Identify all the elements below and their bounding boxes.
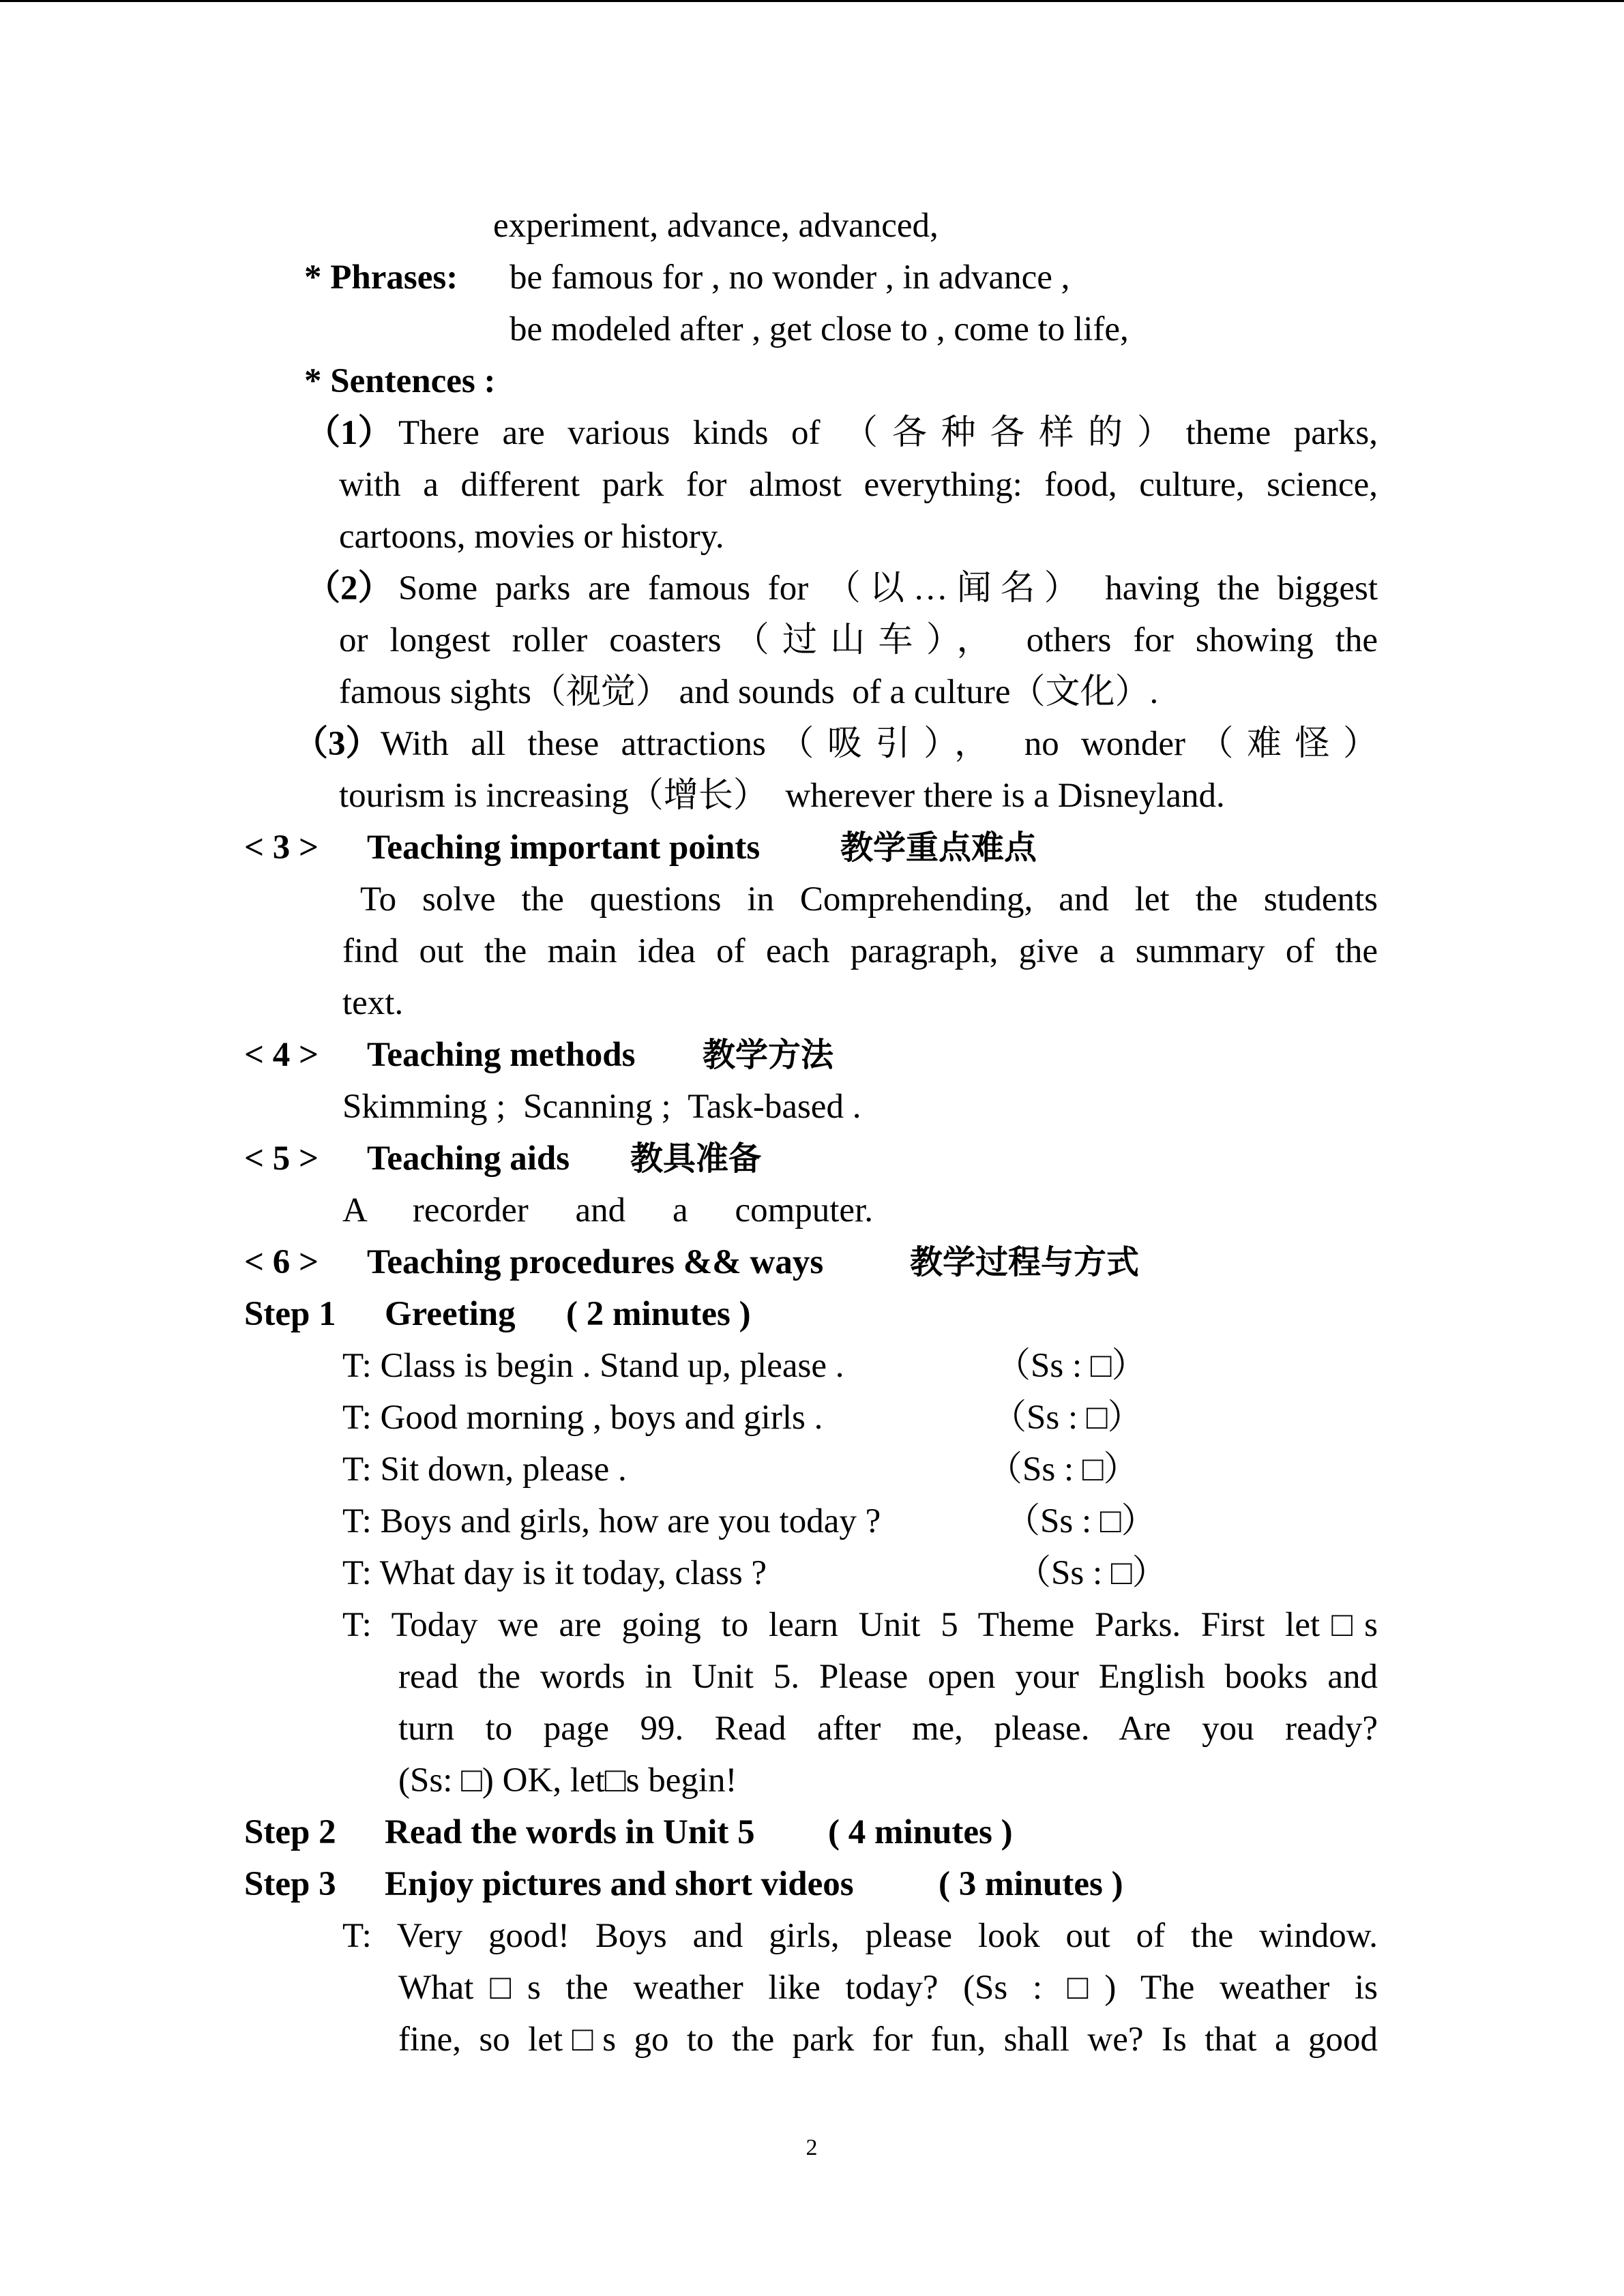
- dialogue-student-1: （Ss : □）: [996, 1347, 1147, 1385]
- step-3-line-3: fine, so let□s go to the park for fun, shall we? Is that a good: [398, 2021, 1378, 2059]
- page-number: 2: [806, 2135, 818, 2160]
- dialogue-teacher-1: T: Class is begin . Stand up, please .: [342, 1347, 844, 1385]
- section-3-number: < 3 >: [244, 829, 319, 867]
- step-3-line-1: T: Very good! Boys and girls, please look out of the window.: [342, 1917, 1378, 1955]
- dialogue-student-5: （Ss : □）: [1016, 1554, 1167, 1592]
- sentence-1-line-1: There are various kinds of （各种各样的）theme parks,: [398, 414, 1378, 452]
- step-3-title: Enjoy pictures and short videos: [385, 1865, 854, 1903]
- dialogue-teacher-4: T: Boys and girls, how are you today ?: [342, 1502, 881, 1540]
- step-1-paragraph-line-1: T: Today we are going to learn Unit 5 Theme Parks. First let□s: [342, 1606, 1378, 1644]
- step-1-time: ( 2 minutes ): [566, 1295, 751, 1333]
- step-1-paragraph-line-3: turn to page 99. Read after me, please. Are you ready?: [398, 1710, 1378, 1748]
- section-4-title: Teaching methods: [367, 1036, 636, 1074]
- sentence-2-line-3: famous sights（视觉） and sounds of a culture（文化）.: [339, 673, 1159, 711]
- phrases-label: * Phrases:: [304, 258, 458, 297]
- phrases-line-2: be modeled after , get close to , come to life,: [510, 310, 1129, 348]
- dialogue-student-3: （Ss : □）: [988, 1450, 1138, 1489]
- section-6-number: < 6 >: [244, 1243, 319, 1281]
- step-1-paragraph-line-2: read the words in Unit 5. Please open your English books and: [398, 1658, 1378, 1696]
- section-6-title: Teaching procedures && ways: [367, 1243, 824, 1281]
- section-5-title: Teaching aids: [367, 1139, 570, 1178]
- dialogue-teacher-2: T: Good morning , boys and girls .: [342, 1399, 823, 1437]
- vocab-line: experiment, advance, advanced,: [493, 207, 939, 245]
- sentence-2-number: （2）: [306, 569, 393, 608]
- section-6-title-cn: 教学过程与方式: [910, 1243, 1140, 1281]
- section-4-number: < 4 >: [244, 1036, 319, 1074]
- step-1-paragraph-line-4: (Ss: □) OK, let□s begin!: [398, 1761, 737, 1800]
- section-4-content: Skimming ; Scanning ; Task-based .: [342, 1088, 861, 1126]
- section-4-title-cn: 教学方法: [703, 1036, 834, 1074]
- sentence-1-number: （1）: [306, 414, 393, 452]
- sentence-3-number: （3）: [293, 725, 381, 763]
- dialogue-teacher-5: T: What day is it today, class ?: [342, 1554, 767, 1592]
- section-3-line-2: find out the main idea of each paragraph, give a summary of the: [342, 932, 1378, 970]
- dialogue-student-4: （Ss : □）: [1005, 1502, 1156, 1540]
- dialogue-teacher-3: T: Sit down, please .: [342, 1450, 627, 1489]
- step-3-line-2: What□s the weather like today? (Ss : □) The weather is: [398, 1969, 1378, 2007]
- section-3-line-3: text.: [342, 984, 404, 1022]
- step-3-label: Step 3: [244, 1865, 336, 1903]
- step-3-time: ( 3 minutes ): [939, 1865, 1123, 1903]
- section-5-number: < 5 >: [244, 1139, 319, 1178]
- step-1-label: Step 1: [244, 1295, 336, 1333]
- step-2-label: Step 2: [244, 1813, 336, 1851]
- section-3-line-1: To solve the questions in Comprehending, and let the students: [360, 880, 1378, 919]
- sentences-label: * Sentences :: [304, 362, 496, 400]
- sentence-2-line-2: or longest roller coasters（过山车）， others for showing the: [339, 621, 1378, 659]
- phrases-line-1: be famous for , no wonder , in advance ,: [510, 258, 1070, 297]
- sentence-1-line-2: with a different park for almost everything: food, culture, science,: [339, 466, 1378, 504]
- step-1-title: Greeting: [385, 1295, 516, 1333]
- section-5-title-cn: 教具准备: [630, 1139, 762, 1178]
- sentence-3-line-1: With all these attractions（吸引）， no wonder（难怪）: [381, 725, 1378, 763]
- sentence-1-line-3: cartoons, movies or history.: [339, 518, 724, 556]
- section-3-title-cn: 教学重点难点: [840, 829, 1037, 867]
- section-5-content: A recorder and a computer.: [342, 1191, 873, 1229]
- dialogue-student-2: （Ss : □）: [992, 1399, 1142, 1437]
- sentence-2-line-1: Some parks are famous for （以…闻名） having the biggest: [398, 569, 1378, 608]
- step-2-title: Read the words in Unit 5: [385, 1813, 755, 1851]
- sentence-3-line-2: tourism is increasing（增长） wherever there is a Disneyland.: [339, 777, 1225, 815]
- section-3-title: Teaching important points: [367, 829, 761, 867]
- step-2-time: ( 4 minutes ): [828, 1813, 1013, 1851]
